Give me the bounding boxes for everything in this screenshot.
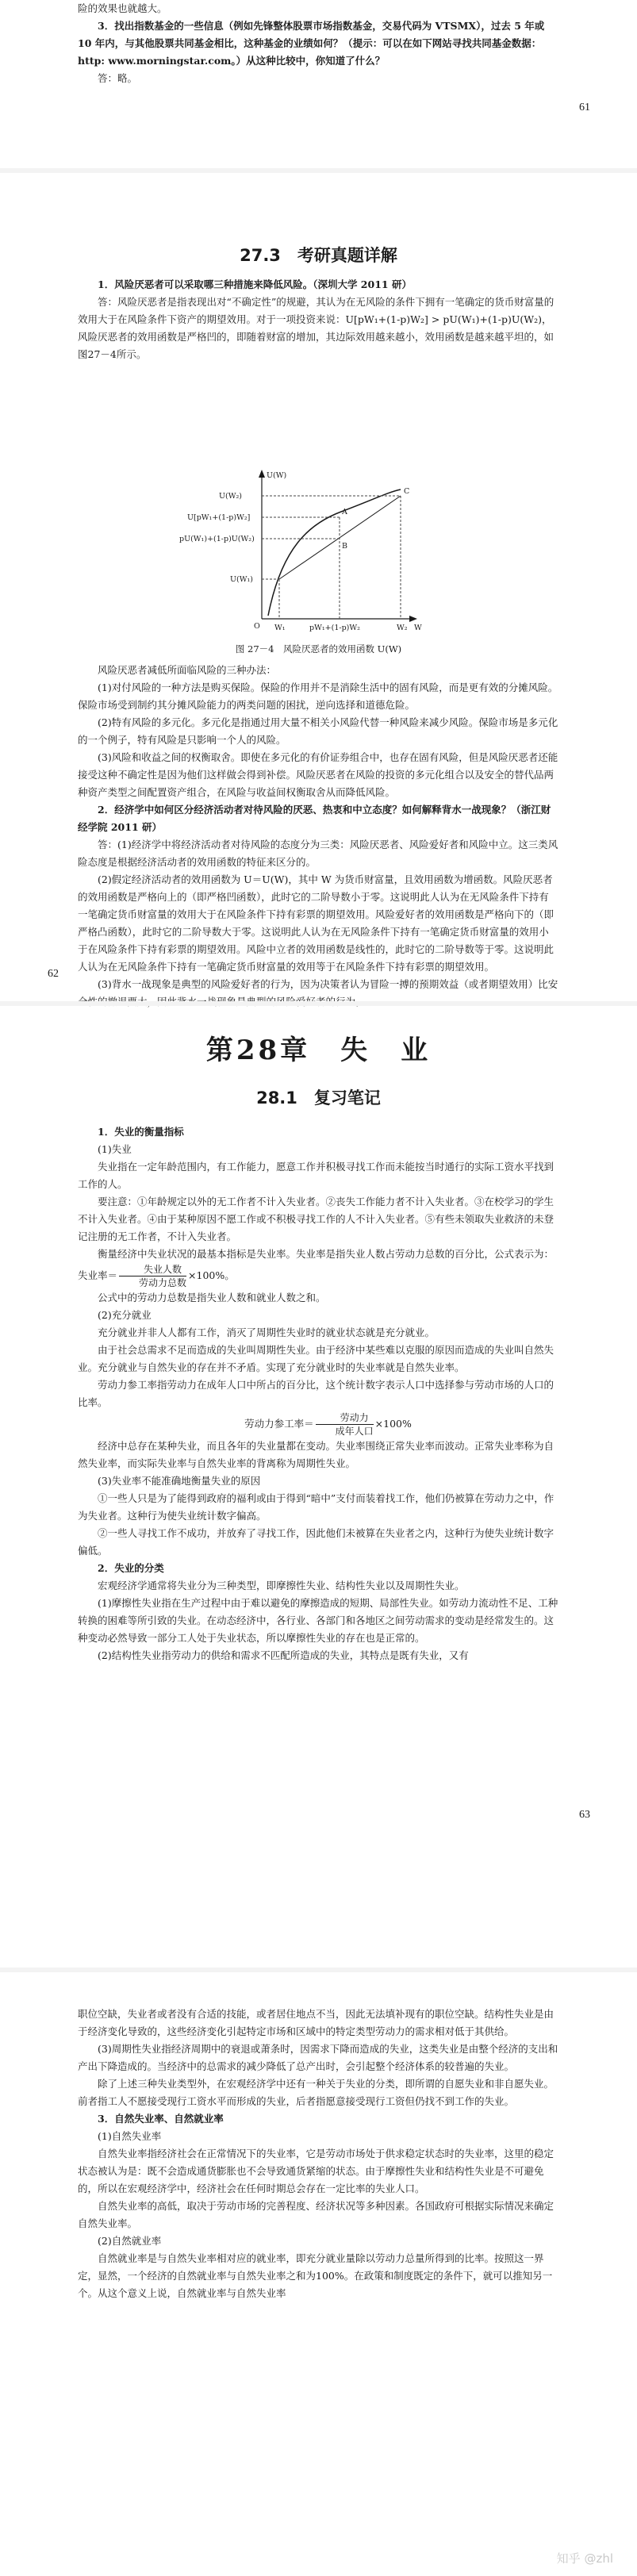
- paragraph: (1)摩擦性失业指在生产过程中由于难以避免的摩擦造成的短期、局部性失业。如劳动力流动性不足、工种转换的困难等所引致的失业。在动态经济中，各行业、各部门和各地区之间劳动需求的变动是经常发生的。这种变动必然导致一部分工人处于失业状态，所以摩擦性失业的存在也是正常的。: [78, 1597, 558, 1644]
- question-2-title: 2．经济学中如何区分经济活动者对待风险的厌恶、热衷和中立态度？如何解释背水一战现象？（浙江财经学院 2011 研）: [78, 804, 551, 833]
- question-1-title: 1．风险厌恶者可以采取哪三种措施来降低风险。（深圳大学 2011 研）: [98, 278, 412, 290]
- page-number: 63: [579, 1809, 590, 1821]
- y-arrow: [259, 470, 265, 478]
- x-axis-label: W: [414, 624, 422, 632]
- paragraph: (2)假定经济活动者的效用函数为 U＝U(W)，其中 W 为货币财富量，且效用函数为增函数。风险厌恶者的效用函数是严格向上的（即严格凹函数），此时它的二阶导数小于零。这说明此人认为在无风险条件下持有一笔确定货币财富量的效用大于在风险条件下持有彩票的期望效用。风险爱好者的效用函数是严格向下的（即严格凸函数），此时它的二阶导数大于零。这说明此人认为在无风险条件下持有一笔确定货币财富量的效用小于在风险条件下持有彩票的期望效用。风险中立者的效用函数是线性的，此时它的二阶导数等于零。这说明此人认为在无风险条件下持有一笔确定货币财富量的效用等于在风险条件下持有彩票的期望效用。: [78, 873, 554, 973]
- label-w1: W₁: [274, 624, 286, 632]
- fraction: [119, 1263, 186, 1289]
- paragraph: (3)周期性失业指经济周期中的衰退或萧条时，因需求下降而造成的失业，这类失业是由整个经济的支出和产出下降造成的。当经济中的总需求的减少降低了总产出时，会引起整个经济体系的较普遍的失业。: [78, 2043, 558, 2072]
- formula-suffix: ×100%。: [188, 1269, 235, 1281]
- question-1-answer: 答：风险厌恶者是指表现出对“不确定性”的规避，其认为在无风险的条件下拥有一笔确定的货币财富量的效用大于在风险条件下资产的期望效用。对于一项投资来说：U[pW₁+(1-p)W₂] > pU(W₁)+(1-p)U(W₂)，风险厌恶者的效用函数是严格凹的，即随着财富的增加，其边际效用越来越小，效用函数是越来越平坦的，如图27－4所示。: [78, 296, 554, 360]
- page-separator: [0, 1001, 637, 1006]
- subheading: (2)自然就业率: [98, 2235, 162, 2247]
- paragraph: ①一些人只是为了能得到政府的福利或由于得到“暗中”支付而装着找工作，他们仍被算在劳动力之中，作为失业者。这种行为使失业统计数字偏高。: [78, 1492, 554, 1522]
- subheading: (2)充分就业: [98, 1309, 152, 1321]
- text-line: 险的效果也就越大。: [78, 2, 167, 14]
- heading: 1．失业的衡量指标: [98, 1126, 184, 1138]
- paragraph: 自然失业率指经济社会在正常情况下的失业率，它是劳动市场处于供求稳定状态时的失业率，这里的稳定状态被认为是：既不会造成通货膨胀也不会导致通货紧缩的状态。由于摩擦性失业和结构性失业是不可避免的，所以在宏观经济学中，经济社会在任何时期总会存在一定比率的失业人口。: [78, 2148, 554, 2194]
- paragraph: 失业指在一定年龄范围内，有工作能力，愿意工作并积极寻找工作而未能按当时通行的实际工资水平找到工作的人。: [78, 1161, 554, 1190]
- figure-caption: 图 27－4 风险厌恶者的效用函数 U(W): [235, 643, 402, 655]
- section-title: 28.1 复习笔记: [256, 1088, 381, 1108]
- paragraph: 充分就业并非人人都有工作，消灭了周期性失业时的就业状态就是充分就业。: [98, 1326, 436, 1338]
- fraction: [316, 1411, 374, 1438]
- paragraph: (2)结构性失业指劳动力的供给和需求不匹配所造成的失业，其特点是既有失业，又有: [98, 1649, 469, 1661]
- paragraph: 自然就业率是与自然失业率相对应的就业率，即充分就业量除以劳动力总量所得到的比率。按照这一界定，显然，一个经济的自然就业率与自然失业率之和为100%。在政策和制度既定的条件下，就可以推知另一个。从这个意义上说，自然就业率与自然失业率: [78, 2252, 553, 2299]
- label-expected-u: pU(W₁)+(1-p)U(W₂): [179, 535, 255, 543]
- paragraph: 经济中总存在某种失业，而且各年的失业量都在变动。失业率围绕正常失业率而波动。正常失业率称为自然失业率，而实际失业率与自然失业率的背离称为周期性失业。: [78, 1440, 554, 1469]
- page-number: 62: [48, 968, 59, 980]
- page-61-text: [78, 0, 558, 87]
- label-w2: W₂: [397, 624, 408, 632]
- question-3: 3．找出指数基金的一些信息（例如先锋整体股票市场指数基金，交易代码为 VTSMX），过去 5 年或 10 年内，与其他股票共同基金相比，这种基金的业绩如何？（提示：可以在如下网站寻找共同基金数据：http: www.morningstar.com。）从这种比较中，你知道了什么？: [78, 20, 545, 67]
- subheading: (1)失业: [98, 1143, 132, 1155]
- page-64: [0, 1974, 637, 2576]
- utility-curve: [268, 489, 401, 616]
- label-b: B: [342, 542, 347, 551]
- heading: 3．自然失业率、自然就业率: [98, 2113, 224, 2125]
- label-origin: O: [254, 622, 260, 631]
- paragraph: 劳动力参工率指劳动力在成年人口中所占的百分比，这个统计数字表示人口中选择参与劳动市场的人口的比率。: [78, 1379, 554, 1408]
- paragraph: (3)背水一战现象是典型的风险爱好者的行为，因为决策者认为冒险一搏的预期效益（或者期望效用）比安: [98, 978, 558, 990]
- fraction-numerator: 失业人数: [119, 1263, 186, 1276]
- paragraph: 职位空缺，失业者或者没有合适的技能，或者居住地点不当，因此无法填补现有的职位空缺。结构性失业是由于经济变化导致的，这些经济变化引起特定市场和区域中的特定类型劳动力的需求相对低于其供给。: [78, 2008, 554, 2037]
- paragraph: 宏观经济学通常将失业分为三种类型，即摩擦性失业、结构性失业以及周期性失业。: [98, 1580, 465, 1591]
- label-uw1: U(W₁): [230, 575, 253, 584]
- watermark: 知乎 @zhl: [556, 2551, 613, 2566]
- subheading: (1)自然失业率: [98, 2130, 162, 2142]
- page-62: [0, 175, 637, 990]
- x-arrow: [409, 616, 417, 622]
- subheading: (3)失业率不能准确地衡量失业的原因: [98, 1475, 261, 1487]
- page-separator: [0, 168, 637, 173]
- label-u-expected: U[pW₁+(1-p)W₂]: [187, 513, 251, 522]
- paragraph: 答：(1)经济学中将经济活动者对待风险的态度分为三类：风险厌恶者、风险爱好者和风险中立。这三类风险态度是根据经济活动者的效用函数的特征来区分的。: [78, 839, 558, 868]
- label-c: C: [404, 487, 410, 496]
- paragraph: (3)风险和收益之间的权衡取舍。即使在多元化的有价证券组合中，也存在固有风险，但是风险厌恶者还能接受这种不确定性是因为他们这样做会得到补偿。风险厌恶者在风险的投资的多元化组合以及安全的替代品两种资产类型之间配置资产组合，在风险与收益间权衡取舍从而降低风险。: [78, 751, 558, 798]
- page-61: [0, 0, 637, 159]
- paragraph: ②一些人寻找工作不成功，并放弃了寻找工作，因此他们未被算在失业者之内，这种行为使失业统计数字偏低。: [78, 1527, 554, 1557]
- answer: 答：略。: [98, 72, 138, 84]
- label-a: A: [342, 508, 347, 516]
- heading: 2．失业的分类: [98, 1562, 164, 1574]
- chapter-title: 第28章 失 业: [205, 1035, 432, 1066]
- page-64-text: [78, 2006, 558, 2302]
- formula-label: 劳动力参工率＝: [244, 1418, 314, 1430]
- paragraph: 风险厌恶者减低所面临风险的三种办法：: [98, 664, 277, 676]
- page-63: [0, 1008, 637, 1880]
- paragraph: (1)对付风险的一种方法是购买保险。保险的作用并不是消除生活中的固有风险，而是更有效的分摊风险。保险市场受到制约其分摊风险能力的两类问题的困扰，逆向选择和道德危险。: [78, 681, 558, 711]
- formula-suffix: ×100%: [374, 1418, 412, 1430]
- fraction-numerator: 劳动力: [316, 1411, 374, 1425]
- section-title: 27.3 考研真题详解: [240, 246, 397, 265]
- unemployment-formula-paragraph: [78, 1246, 558, 1289]
- participation-formula: [78, 1411, 558, 1438]
- paragraph: 要注意：①年龄规定以外的无工作者不计入失业者。②丧失工作能力者不计入失业者。③在校学习的学生不计入失业者。④由于某种原因不愿工作或不积极寻找工作的人不计入失业者。⑤有些未领取失业救济的未登记注册的无工作者，不计入失业者。: [78, 1196, 554, 1242]
- page-separator: [0, 1968, 637, 1972]
- paragraph: 公式中的劳动力总数是指失业人数和就业人数之和。: [98, 1292, 326, 1303]
- fraction-denominator: 成年人口: [335, 1426, 374, 1437]
- label-uw2: U(W₂): [219, 492, 242, 501]
- page-number: 61: [579, 102, 590, 113]
- page-62-text-bottom: [78, 662, 558, 1011]
- paragraph: 除了上述三种失业类型外，在宏观经济学中还有一种关于失业的分类，即所谓的自愿失业和非自愿失业。前者指工人不愿接受现行工资水平而形成的失业，后者指愿意接受现行工资但仍找不到工作的失业。: [78, 2078, 554, 2107]
- fraction-denominator: 劳动力总数: [139, 1277, 187, 1288]
- label-mid: pW₁+(1-p)W₂: [309, 624, 360, 632]
- formula-text: 衡量经济中失业状况的最基本指标是失业率。失业率是指失业人数占劳动力总数的百分比，公式表示为：失业率＝: [78, 1248, 554, 1281]
- paragraph: 由于社会总需求不足而造成的失业叫周期性失业。由于经济中某些难以克服的原因而造成的失业叫自然失业。充分就业与自然失业的存在并不矛盾。实现了充分就业时的失业率就是自然失业率。: [78, 1344, 554, 1373]
- paragraph: (2)特有风险的多元化。多元化是指通过用大量不相关小风险代替一种风险来减少风险。保险市场是多元化的一个例子，特有风险是只影响一个人的风险。: [78, 716, 558, 746]
- paragraph: 自然失业率的高低，取决于劳动市场的完善程度、经济状况等多种因素。各国政府可根据实际情况来确定自然失业率。: [78, 2200, 554, 2229]
- page-63-text: [78, 1123, 558, 1664]
- y-axis-label: U(W): [267, 471, 287, 480]
